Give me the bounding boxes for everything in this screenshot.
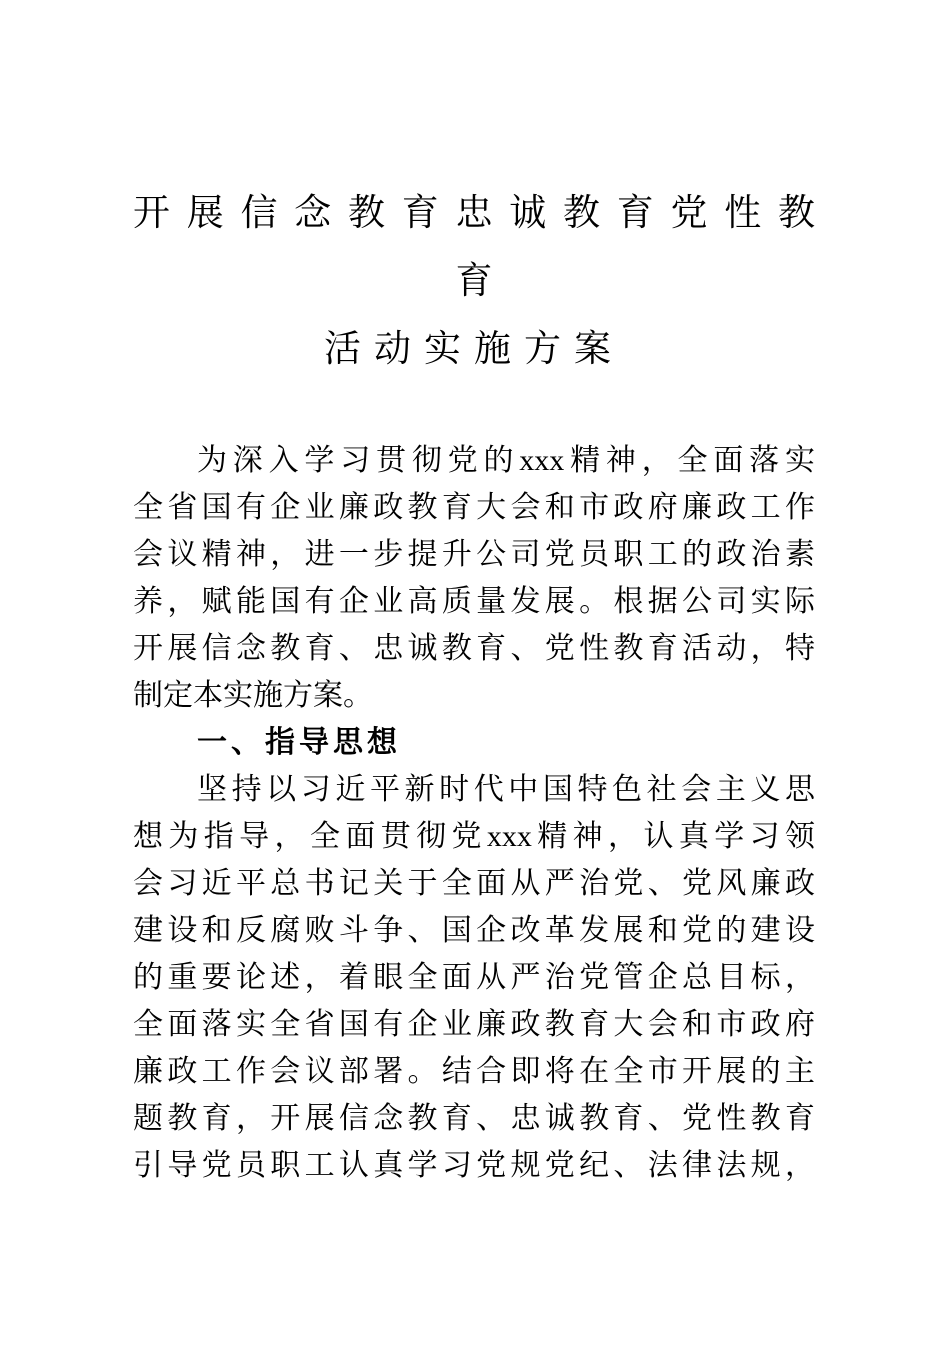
body-line: 引导党员职工认真学习党规党纪、法律法规，: [133, 1149, 815, 1182]
title-line: 活动实施方案: [324, 329, 624, 370]
body-line: 全面落实全省国有企业廉政教育大会和市政府: [133, 1008, 815, 1041]
body-line: 坚持以习近平新时代中国特色社会主义思: [197, 773, 815, 806]
body-line: 廉政工作会议部署。结合即将在全市开展的主: [133, 1055, 815, 1088]
body-line: 会议精神，进一步提升公司党员职工的政治素: [133, 538, 815, 571]
body-line: 题教育，开展信念教育、忠诚教育、党性教育: [133, 1102, 815, 1135]
document-body: [133, 437, 815, 1189]
body-line: 为深入学习贯彻党的xxx精神，全面落实: [197, 444, 815, 477]
body-line: 的重要论述，着眼全面从严治党管企总目标，: [133, 961, 815, 994]
paragraph: [133, 437, 815, 719]
body-line: 想为指导，全面贯彻党xxx精神，认真学习领: [133, 820, 815, 853]
body-line: 建设和反腐败斗争、国企改革发展和党的建设: [133, 914, 815, 947]
section-heading: [133, 719, 815, 766]
paragraph: [133, 766, 815, 1189]
title-line: 育: [455, 261, 493, 302]
title-line: 开展信念教育忠诚教育党性教: [133, 193, 815, 234]
body-line: 会习近平总书记关于全面从严治党、党风廉政: [133, 867, 815, 900]
body-line: 制定本实施方案。: [133, 679, 373, 712]
body-line: 养，赋能国有企业高质量发展。根据公司实际: [133, 585, 815, 618]
heading-line: 一、指导思想: [197, 726, 401, 759]
body-line: 开展信念教育、忠诚教育、党性教育活动，特: [133, 632, 815, 665]
document-title: [133, 180, 815, 384]
body-line: 全省国有企业廉政教育大会和市政府廉政工作: [133, 491, 815, 524]
